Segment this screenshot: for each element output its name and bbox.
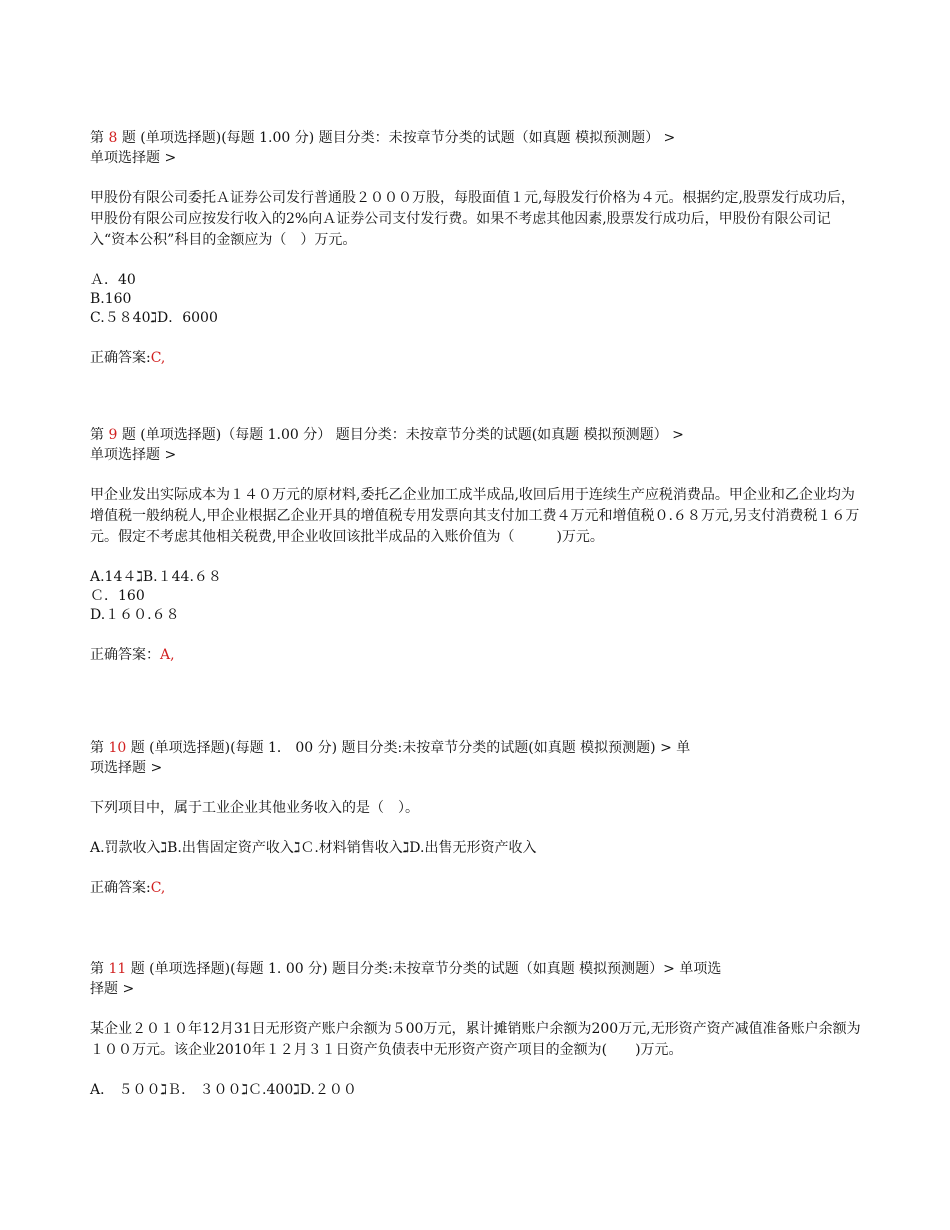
question-number: 9 bbox=[108, 427, 118, 443]
header-prefix: 第 bbox=[90, 130, 109, 146]
option-line: Ｃ．160 bbox=[90, 588, 145, 604]
answer-label: 正确答案: bbox=[90, 350, 151, 366]
question-stem: 甲股份有限公司委托Ａ证券公司发行普通股２０００万股，每股面值１元,每股发行价格为４元。根据约定,股票发行成功后，甲股份有限公司应按发行收入的2%向Ａ证券公司支付发行费。如果不考虑其他因素,股票发行成功后，甲股份有限公司记入“资本公积”科目的金额应为（ ）万元。 bbox=[90, 190, 855, 248]
question-header bbox=[90, 425, 865, 445]
header-text: 题 (单项选择题)(每题 1. 00 分) 题目分类:未按章节分类的试题（如真题 模拟预测题）> 单项选 bbox=[126, 961, 722, 977]
option-line: C.５８40ℷD．6000 bbox=[90, 310, 218, 326]
option-line: Ａ．40 bbox=[90, 272, 136, 288]
option-line: D.１６０.６８ bbox=[90, 607, 180, 623]
answer-value: C, bbox=[150, 350, 166, 366]
question-category: 单项选择题 > bbox=[90, 150, 177, 166]
question-header bbox=[90, 738, 865, 758]
options-list bbox=[90, 839, 865, 858]
question-11 bbox=[90, 959, 865, 1100]
question-number: 10 bbox=[108, 740, 127, 756]
question-stem: 下列项目中，属于工业企业其他业务收入的是（ ）。 bbox=[90, 800, 419, 816]
header-text: 题 (单项选择题)(每题 1.00 分) 题目分类：未按章节分类的试题（如真题 模拟预测题） > bbox=[117, 130, 676, 146]
header-prefix: 第 bbox=[90, 427, 109, 443]
header-prefix: 第 bbox=[90, 740, 109, 756]
answer-label: 正确答案: bbox=[90, 880, 151, 896]
answer-value: C, bbox=[150, 880, 166, 896]
option-line: B.160 bbox=[90, 291, 132, 307]
header-text: 题 (单项选择题)(每题 1． 00 分) 题目分类:未按章节分类的试题(如真题 模拟预测题) > 单 bbox=[126, 740, 691, 756]
question-number: 11 bbox=[108, 961, 127, 977]
option-line: A.14４ℷB.１44.６８ bbox=[90, 569, 222, 585]
answer-label: 正确答案： bbox=[90, 647, 160, 663]
correct-answer bbox=[90, 348, 865, 368]
question-9 bbox=[90, 425, 865, 665]
question-10 bbox=[90, 738, 865, 898]
question-stem: 甲企业发出实际成本为１４０万元的原材料,委托乙企业加工成半成品,收回后用于连续生产应税消费品。甲企业和乙企业均为增值税一般纳税人,甲企业根据乙企业开具的增值税专用发票向其支付加工费４万元和增值税０.６８万元,另支付消费税１６万元。假定不考虑其他相关税费,甲企业收回该批半成品的入账价值为（ )万元。 bbox=[90, 487, 860, 545]
option-line: A． ５００ℷＢ． ３００ℷＣ.400ℷD.２００ bbox=[90, 1082, 357, 1098]
question-8 bbox=[90, 128, 865, 368]
options-list bbox=[90, 271, 865, 328]
options-list bbox=[90, 568, 865, 625]
correct-answer bbox=[90, 878, 865, 898]
question-category: 单项选择题 > bbox=[90, 447, 177, 463]
question-header bbox=[90, 959, 865, 979]
header-prefix: 第 bbox=[90, 961, 109, 977]
question-category: 项选择题 > bbox=[90, 760, 163, 776]
header-text: 题 (单项选择题)（每题 1.00 分） 题目分类：未按章节分类的试题(如真题 模拟预测题） > bbox=[117, 427, 684, 443]
question-header bbox=[90, 128, 865, 148]
options-list bbox=[90, 1081, 865, 1100]
question-stem: 某企业２０１０年12月31日无形资产账户余额为５00万元，累计摊销账户余额为200万元,无形资产资产减值准备账户余额为１００万元。该企业2010年１２月３１日资产负债表中无形资产资产项目的金额为( )万元。 bbox=[90, 1021, 861, 1058]
correct-answer bbox=[90, 645, 865, 665]
answer-value: A, bbox=[160, 647, 175, 663]
question-number: 8 bbox=[108, 130, 118, 146]
question-category: 择题 > bbox=[90, 981, 135, 997]
option-line: A.罚款收入ℷB.出售固定资产收入ℷＣ.材料销售收入ℷD.出售无形资产收入 bbox=[90, 840, 537, 856]
